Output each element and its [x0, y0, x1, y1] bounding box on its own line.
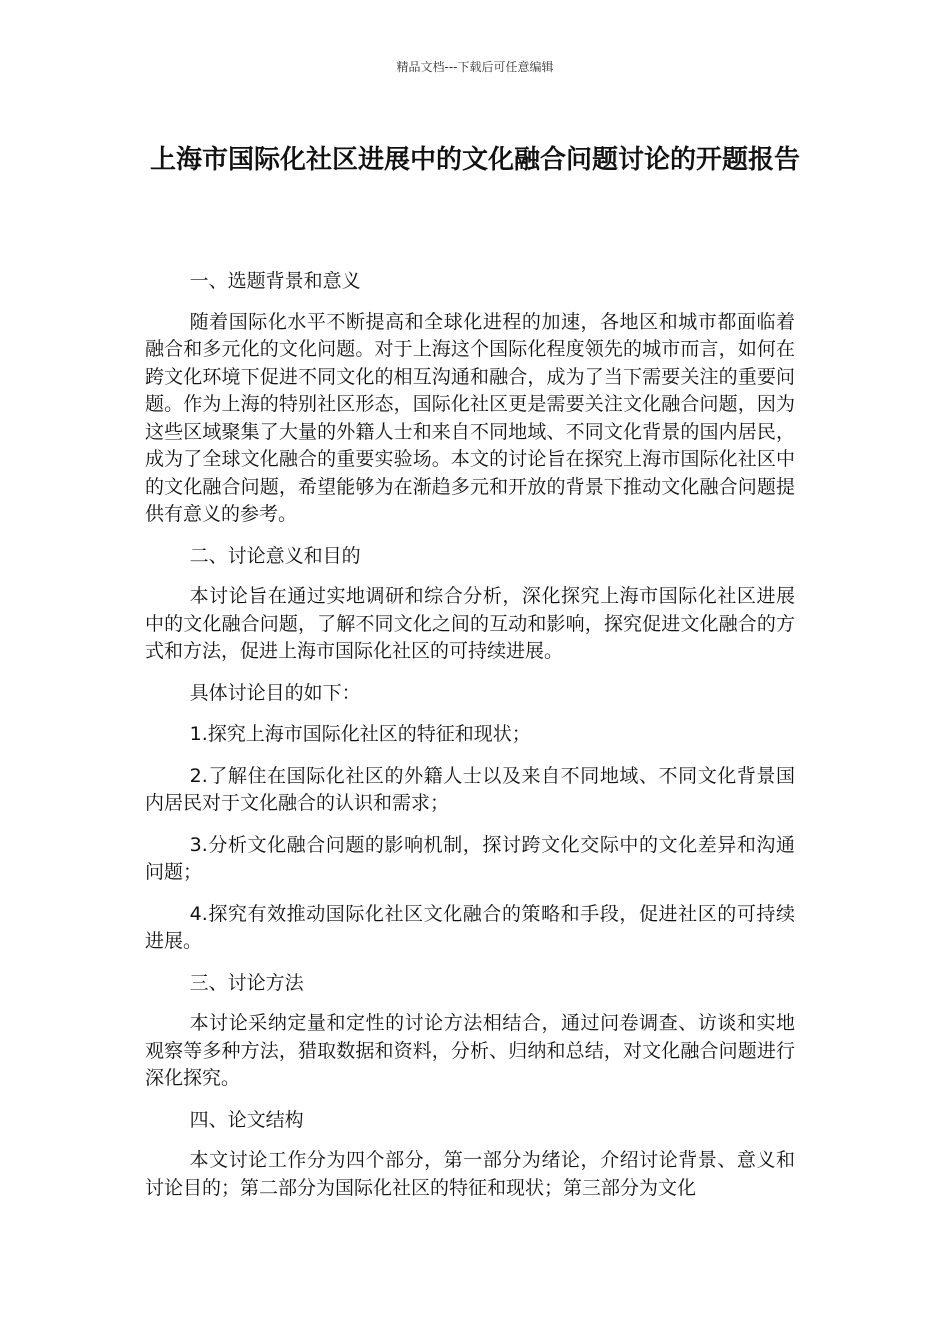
paragraph-purpose: 本讨论旨在通过实地调研和综合分析，深化探究上海市国际化社区进展中的文化融合问题，了解不同文化之间的互动和影响，探究促进文化融合的方式和方法，促进上海市国际化社区的可持续进展。: [145, 585, 795, 662]
paragraph-method: 本讨论采纳定量和定性的讨论方法相结合，通过问卷调查、访谈和实地观察等多种方法，猎取数据和资料，分析、归纳和总结，对文化融合问题进行深化探究。: [145, 1012, 795, 1089]
document-body: [145, 268, 795, 1216]
section-heading-method: 三、讨论方法: [189, 971, 304, 994]
section-heading-structure: 四、论文结构: [189, 1108, 304, 1131]
section-heading-purpose: 二、讨论意义和目的: [189, 544, 361, 567]
section-heading-background: 一、选题背景和意义: [189, 270, 361, 292]
header-note: 精品文档---下载后可任意编辑: [396, 60, 554, 74]
list-item-objective-3: 3.分析文化融合问题的影响机制，探讨跨文化交际中的文化差异和沟通问题；: [145, 833, 795, 883]
list-item-objective-1: 1.探究上海市国际化社区的特征和现状；: [189, 723, 531, 745]
paragraph-background: 随着国际化水平不断提高和全球化进程的加速，各地区和城市都面临着融合和多元化的文化问题。对于上海这个国际化程度领先的城市而言，如何在跨文化环境下促进不同文化的相互沟通和融合，成为了当下需要关注的重要问题。作为上海的特别社区形态，国际化社区更是需要关注文化融合问题，因为这些区域聚集了大量的外籍人士和来自不同地域、不同文化背景的国内居民，成为了全球文化融合的重要实验场。本文的讨论旨在探究上海市国际化社区中的文化融合问题，希望能够为在渐趋多元和开放的背景下推动文化融合问题提供有意义的参考。: [145, 310, 795, 525]
list-item-objective-2: 2.了解住在国际化社区的外籍人士以及来自不同地域、不同文化背景国内居民对于文化融合的认识和需求；: [145, 764, 795, 814]
paragraph-objectives-intro: 具体讨论目的如下：: [189, 681, 361, 704]
document-title: 上海市国际化社区进展中的文化融合问题讨论的开题报告: [149, 145, 800, 175]
list-item-objective-4: 4.探究有效推动国际化社区文化融合的策略和手段，促进社区的可持续进展。: [145, 902, 795, 952]
paragraph-structure: 本文讨论工作分为四个部分，第一部分为绪论，介绍讨论背景、意义和讨论目的；第二部分为国际化社区的特征和现状；第三部分为文化: [145, 1149, 795, 1199]
